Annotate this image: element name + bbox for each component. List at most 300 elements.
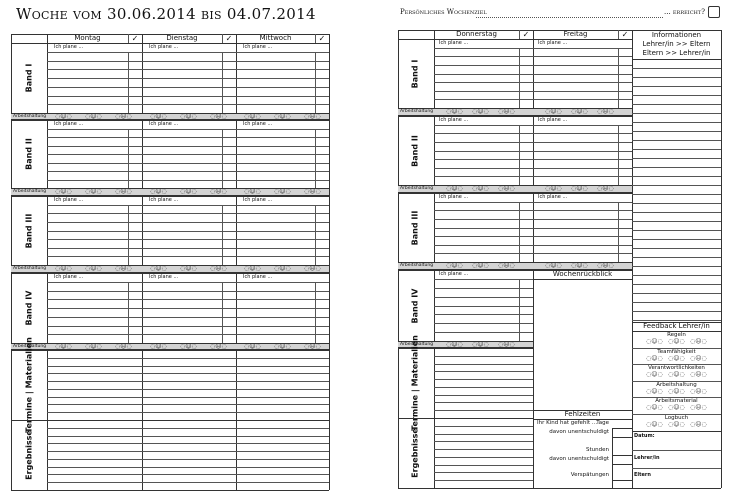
happy-face-icon[interactable]: ◌☺◌	[244, 113, 261, 120]
neutral-face-icon[interactable]: ◌☺◌	[571, 262, 588, 269]
check-column-line	[128, 52, 129, 113]
fehlzeiten-entry-line	[612, 464, 632, 465]
right-page	[396, 0, 734, 500]
feedback-divider	[632, 364, 721, 365]
neutral-face-icon[interactable]: ◌☺◌	[668, 371, 685, 378]
sad-face-icon[interactable]: ◌☹◌	[304, 343, 321, 350]
band-label: Band II	[410, 134, 420, 167]
check-column-line	[519, 125, 520, 185]
happy-face-icon[interactable]: ◌☺◌	[244, 188, 261, 195]
writing-line	[47, 61, 329, 62]
writing-line	[434, 74, 632, 75]
writing-line	[434, 82, 632, 83]
writing-line	[434, 387, 533, 388]
info-teacher-direction: Eltern >> Lehrer/in	[642, 49, 711, 57]
check-mark-icon: ✓	[318, 34, 326, 43]
info-writing-line	[632, 77, 721, 78]
writing-line	[434, 379, 533, 380]
info-writing-line	[632, 239, 721, 240]
check-column-line	[618, 125, 619, 185]
check-divider	[222, 34, 223, 43]
neutral-face-icon[interactable]: ◌☺◌	[571, 185, 588, 192]
sad-face-icon[interactable]: ◌☹◌	[304, 188, 321, 195]
neutral-face-icon[interactable]: ◌☺◌	[180, 343, 197, 350]
plan-prompt: Ich plane ...	[243, 121, 273, 127]
happy-face-icon[interactable]: ◌☺◌	[646, 338, 663, 345]
writing-line	[47, 180, 329, 181]
writing-line	[434, 402, 533, 403]
feedback-divider	[632, 381, 721, 382]
goal-reached-checkbox[interactable]	[708, 6, 720, 18]
info-writing-line	[632, 113, 721, 114]
writing-line	[434, 99, 632, 100]
termine-label: Termine | Materialien	[410, 335, 420, 431]
plan-prompt: Ich plane ...	[439, 194, 469, 200]
check-divider	[128, 34, 129, 43]
info-writing-line	[632, 176, 721, 177]
writing-line	[434, 441, 533, 442]
check-column-line	[618, 202, 619, 262]
arbeitshaltung-label: Arbeitshaltung	[400, 263, 434, 268]
wochenrueckblick-title-bottom	[533, 279, 632, 280]
check-divider	[315, 34, 316, 43]
sad-face-icon[interactable]: ◌☹◌	[498, 262, 515, 269]
check-column-line	[128, 129, 129, 189]
arbeitshaltung-label: Arbeitshaltung	[13, 114, 47, 119]
writing-line	[47, 459, 329, 460]
plan-prompt: Ich plane ...	[439, 117, 469, 123]
happy-face-icon[interactable]: ◌☺◌	[244, 265, 261, 272]
writing-line	[47, 96, 329, 97]
info-writing-line	[632, 203, 721, 204]
goal-reached-label: ... erreicht?	[664, 8, 705, 16]
writing-line	[47, 87, 329, 88]
writing-line	[47, 373, 329, 374]
happy-face-icon[interactable]: ◌☺◌	[150, 188, 167, 195]
happy-face-icon[interactable]: ◌☺◌	[646, 420, 663, 428]
sad-face-icon[interactable]: ◌☹◌	[210, 343, 227, 350]
sad-face-icon[interactable]: ◌☹◌	[690, 387, 707, 395]
writing-line	[47, 282, 329, 283]
writing-line	[47, 381, 329, 382]
day-divider	[236, 34, 237, 490]
writing-line	[47, 291, 329, 292]
writing-line	[47, 436, 329, 437]
sad-face-icon[interactable]: ◌☹◌	[498, 108, 515, 115]
writing-line	[434, 434, 533, 435]
writing-line	[434, 426, 533, 427]
info-title: Informationen	[651, 31, 702, 39]
writing-line	[434, 65, 632, 66]
day-divider	[142, 34, 143, 490]
sad-face-icon[interactable]: ◌☹◌	[498, 185, 515, 192]
writing-line	[47, 482, 329, 483]
happy-face-icon[interactable]: ◌☺◌	[244, 343, 261, 350]
writing-line	[434, 133, 632, 134]
neutral-face-icon[interactable]: ◌☺◌	[85, 188, 102, 195]
feedback-divider	[632, 348, 721, 349]
writing-line	[47, 137, 329, 138]
writing-line	[47, 428, 329, 429]
sad-face-icon[interactable]: ◌☹◌	[690, 404, 707, 411]
sad-face-icon[interactable]: ◌☹◌	[115, 265, 132, 272]
check-mark-icon: ✓	[522, 30, 530, 39]
fehlzeiten-entry-line	[612, 437, 632, 438]
plan-prompt: Ich plane ...	[538, 117, 568, 123]
writing-line	[434, 236, 632, 237]
writing-line	[47, 389, 329, 390]
happy-face-icon[interactable]: ◌☺◌	[545, 108, 562, 115]
label-column-line	[47, 34, 48, 490]
arbeitshaltung-label: Arbeitshaltung	[400, 109, 434, 114]
arbeitshaltung-label: Arbeitshaltung	[13, 344, 47, 349]
feedback-item-logbuch: Logbuch	[664, 414, 689, 421]
arbeitshaltung-label: Arbeitshaltung	[400, 186, 434, 191]
info-writing-line	[632, 149, 721, 150]
feedback-item-verantwortlichkeiten: Verantwortlichkeiten	[648, 365, 705, 371]
writing-line	[434, 371, 533, 372]
feedback-item-arbeitshaltung: Arbeitshaltung	[656, 381, 697, 388]
writing-line	[434, 472, 533, 473]
happy-face-icon[interactable]: ◌☺◌	[150, 113, 167, 120]
feedback-title: Feedback Lehrer/in	[643, 322, 710, 330]
neutral-face-icon[interactable]: ◌☺◌	[274, 113, 291, 120]
happy-face-icon[interactable]: ◌☺◌	[55, 343, 72, 350]
writing-line	[434, 56, 632, 57]
writing-line	[47, 317, 329, 318]
check-column-line	[315, 129, 316, 189]
neutral-face-icon[interactable]: ◌☺◌	[668, 420, 685, 428]
frame-right	[329, 34, 330, 490]
neutral-face-icon[interactable]: ◌☺◌	[274, 343, 291, 350]
weekly-goal-label: Persönliches Wochenziel	[400, 8, 487, 16]
neutral-face-icon[interactable]: ◌☺◌	[180, 265, 197, 272]
band-label: Band III	[410, 210, 420, 245]
writing-line	[47, 248, 329, 249]
termine-top	[11, 350, 329, 351]
neutral-face-icon[interactable]: ◌☺◌	[472, 185, 489, 192]
fehlzeiten-row-label: Verspätungen	[570, 472, 609, 478]
writing-line	[47, 412, 329, 413]
info-writing-line	[632, 311, 721, 312]
fehlzeiten-entry-line	[612, 428, 632, 429]
writing-line	[434, 151, 632, 152]
info-writing-line	[632, 302, 721, 303]
sad-face-icon[interactable]: ◌☹◌	[210, 265, 227, 272]
feedback-item-teamf-higkeit: Teamfähigkeit	[657, 348, 696, 355]
writing-line	[434, 142, 632, 143]
datum-label: Datum:	[634, 433, 655, 439]
feedback-bottom	[632, 431, 721, 432]
fehlzeiten-entry-column	[612, 428, 613, 488]
neutral-face-icon[interactable]: ◌☺◌	[668, 387, 685, 395]
check-column-line	[519, 279, 520, 341]
writing-line	[47, 451, 329, 452]
ergebnisse-top	[398, 418, 533, 419]
check-divider	[519, 30, 520, 39]
ergebnisse-top	[11, 420, 329, 421]
writing-line	[434, 210, 632, 211]
writing-line	[434, 159, 632, 160]
feedback-item-regeln: Regeln	[667, 332, 686, 338]
fehlzeiten-row-label: davon unentschuldigt	[549, 456, 609, 462]
writing-line	[434, 91, 632, 92]
plan-prompt: Ich plane ...	[54, 274, 84, 280]
writing-line	[47, 52, 329, 53]
happy-face-icon[interactable]: ◌☺◌	[446, 185, 463, 192]
check-column-line	[222, 205, 223, 265]
writing-line	[47, 467, 329, 468]
day-header-montag: Montag	[74, 34, 101, 42]
writing-line	[434, 176, 632, 177]
writing-line	[434, 168, 632, 169]
fehlzeiten-row-label: Tage	[596, 420, 609, 426]
signature-line	[632, 450, 721, 451]
happy-face-icon[interactable]: ◌☺◌	[646, 387, 663, 395]
happy-face-icon[interactable]: ◌☺◌	[646, 354, 663, 362]
frame-left	[398, 30, 399, 488]
plan-prompt: Ich plane ...	[243, 44, 273, 50]
sad-face-icon[interactable]: ◌☹◌	[690, 354, 707, 362]
sad-face-icon[interactable]: ◌☹◌	[210, 188, 227, 195]
weekly-goal-line[interactable]	[476, 17, 663, 18]
writing-line	[47, 129, 329, 130]
writing-line	[47, 404, 329, 405]
check-column-line	[222, 282, 223, 343]
week-title: Woche vom 30.06.2014 bis 04.07.2014	[16, 5, 316, 23]
happy-face-icon[interactable]: ◌☺◌	[545, 185, 562, 192]
fehlzeiten-entry-line	[612, 455, 632, 456]
writing-line	[434, 356, 533, 357]
info-writing-line	[632, 131, 721, 132]
neutral-face-icon[interactable]: ◌☺◌	[668, 354, 685, 362]
plan-prompt: Ich plane ...	[439, 271, 469, 277]
info-writing-line	[632, 104, 721, 105]
sad-face-icon[interactable]: ◌☹◌	[304, 265, 321, 272]
writing-line	[434, 395, 533, 396]
writing-line	[47, 69, 329, 70]
check-column-line	[315, 52, 316, 113]
writing-line	[434, 457, 533, 458]
writing-line	[434, 410, 533, 411]
neutral-face-icon[interactable]: ◌☺◌	[180, 113, 197, 120]
happy-face-icon[interactable]: ◌☺◌	[446, 108, 463, 115]
writing-line	[47, 334, 329, 335]
frame-bottom	[398, 488, 721, 489]
plan-prompt: Ich plane ...	[243, 197, 273, 203]
writing-line	[434, 125, 632, 126]
info-writing-line	[632, 167, 721, 168]
fehlzeiten-intro: Ihr Kind hat gefehlt ...	[537, 420, 598, 426]
info-writing-line	[632, 221, 721, 222]
sad-face-icon[interactable]: ◌☹◌	[597, 108, 614, 115]
writing-line	[434, 48, 632, 49]
neutral-face-icon[interactable]: ◌☺◌	[472, 341, 489, 348]
happy-face-icon[interactable]: ◌☺◌	[55, 188, 72, 195]
writing-line	[47, 299, 329, 300]
left-page	[0, 0, 342, 500]
arbeitshaltung-label: Arbeitshaltung	[13, 266, 47, 271]
happy-face-icon[interactable]: ◌☺◌	[446, 341, 463, 348]
info-writing-line	[632, 212, 721, 213]
writing-line	[434, 219, 632, 220]
sad-face-icon[interactable]: ◌☹◌	[597, 185, 614, 192]
writing-line	[434, 364, 533, 365]
arbeitshaltung-label: Arbeitshaltung	[400, 342, 434, 347]
info-writing-line	[632, 248, 721, 249]
writing-line	[47, 326, 329, 327]
wochenrueckblick-title: Wochenrückblick	[552, 270, 613, 278]
band-label: Band I	[410, 59, 420, 88]
neutral-face-icon[interactable]: ◌☺◌	[472, 108, 489, 115]
writing-line	[434, 480, 533, 481]
sad-face-icon[interactable]: ◌☹◌	[597, 262, 614, 269]
check-column-line	[128, 282, 129, 343]
writing-line	[434, 202, 632, 203]
happy-face-icon[interactable]: ◌☺◌	[55, 265, 72, 272]
band-top	[398, 116, 632, 117]
info-writing-line	[632, 185, 721, 186]
sad-face-icon[interactable]: ◌☹◌	[115, 343, 132, 350]
day-header-mittwoch: Mittwoch	[259, 34, 292, 42]
check-column-line	[618, 48, 619, 108]
band-top	[398, 39, 632, 40]
happy-face-icon[interactable]: ◌☺◌	[150, 343, 167, 350]
arbeitshaltung-label: Arbeitshaltung	[13, 189, 47, 194]
check-column-line	[519, 48, 520, 108]
writing-line	[434, 253, 632, 254]
writing-line	[47, 104, 329, 105]
info-writing-line	[632, 266, 721, 267]
happy-face-icon[interactable]: ◌☺◌	[646, 371, 663, 378]
ergebnisse-label: Ergebnisse	[24, 430, 34, 480]
plan-prompt: Ich plane ...	[149, 274, 179, 280]
check-column-line	[315, 205, 316, 265]
plan-prompt: Ich plane ...	[54, 121, 84, 127]
info-title-bottom	[632, 59, 721, 60]
band-label: Band I	[24, 63, 34, 93]
writing-line	[47, 213, 329, 214]
check-column-line	[222, 52, 223, 113]
neutral-face-icon[interactable]: ◌☺◌	[85, 343, 102, 350]
ergebnisse-label: Ergebnisse	[410, 428, 420, 478]
fehlzeiten-row-label: Stunden	[586, 447, 609, 453]
neutral-face-icon[interactable]: ◌☺◌	[668, 338, 685, 345]
info-writing-line	[632, 275, 721, 276]
plan-prompt: Ich plane ...	[243, 274, 273, 280]
check-column-line	[222, 129, 223, 189]
plan-prompt: Ich plane ...	[439, 40, 469, 46]
happy-face-icon[interactable]: ◌☺◌	[150, 265, 167, 272]
writing-line	[47, 366, 329, 367]
plan-prompt: Ich plane ...	[538, 194, 568, 200]
sad-face-icon[interactable]: ◌☹◌	[304, 113, 321, 120]
neutral-face-icon[interactable]: ◌☺◌	[472, 262, 489, 269]
plan-prompt: Ich plane ...	[149, 197, 179, 203]
info-writing-line	[632, 293, 721, 294]
info-writing-line	[632, 86, 721, 87]
neutral-face-icon[interactable]: ◌☺◌	[274, 188, 291, 195]
neutral-face-icon[interactable]: ◌☺◌	[85, 265, 102, 272]
sad-face-icon[interactable]: ◌☹◌	[498, 341, 515, 348]
writing-line	[47, 256, 329, 257]
writing-line	[47, 239, 329, 240]
sad-face-icon[interactable]: ◌☹◌	[115, 113, 132, 120]
sad-face-icon[interactable]: ◌☹◌	[115, 188, 132, 195]
feedback-item-arbeitsmaterial: Arbeitsmaterial	[655, 398, 698, 404]
day-header-freitag: Freitag	[563, 30, 588, 38]
writing-line	[47, 171, 329, 172]
check-mark-icon: ✓	[131, 34, 139, 43]
band-top	[398, 193, 632, 194]
writing-line	[434, 228, 632, 229]
info-writing-line	[632, 68, 721, 69]
plan-prompt: Ich plane ...	[149, 121, 179, 127]
feedback-divider	[632, 414, 721, 415]
writing-line	[47, 78, 329, 79]
writing-line	[434, 245, 632, 246]
check-divider	[618, 30, 619, 39]
info-writing-line	[632, 158, 721, 159]
writing-line	[47, 222, 329, 223]
happy-face-icon[interactable]: ◌☺◌	[55, 113, 72, 120]
neutral-face-icon[interactable]: ◌☺◌	[571, 108, 588, 115]
plan-prompt: Ich plane ...	[54, 197, 84, 203]
writing-line	[434, 449, 533, 450]
frame-left	[11, 34, 12, 490]
day-header-donnerstag: Donnerstag	[456, 30, 497, 38]
neutral-face-icon[interactable]: ◌☺◌	[180, 188, 197, 195]
writing-line	[47, 443, 329, 444]
writing-line	[47, 358, 329, 359]
sad-face-icon[interactable]: ◌☹◌	[210, 113, 227, 120]
plan-prompt: Ich plane ...	[538, 40, 568, 46]
sad-face-icon[interactable]: ◌☹◌	[690, 371, 707, 378]
writing-line	[47, 154, 329, 155]
termine-label: Termine | Materialien	[24, 337, 34, 433]
info-writing-line	[632, 194, 721, 195]
sad-face-icon[interactable]: ◌☹◌	[690, 420, 707, 428]
info-writing-line	[632, 257, 721, 258]
frame-right	[721, 30, 722, 488]
neutral-face-icon[interactable]: ◌☺◌	[85, 113, 102, 120]
fehlzeiten-row-label: davon unentschuldigt	[549, 429, 609, 435]
plan-prompt: Ich plane ...	[54, 44, 84, 50]
info-writing-line	[632, 140, 721, 141]
happy-face-icon[interactable]: ◌☺◌	[446, 262, 463, 269]
info-writing-line	[632, 284, 721, 285]
fehlzeiten-entry-line	[612, 480, 632, 481]
info-writing-line	[632, 95, 721, 96]
signature-line	[632, 468, 721, 469]
neutral-face-icon[interactable]: ◌☺◌	[274, 265, 291, 272]
happy-face-icon[interactable]: ◌☺◌	[646, 404, 663, 411]
band-label: Band II	[24, 138, 34, 170]
happy-face-icon[interactable]: ◌☺◌	[545, 262, 562, 269]
info-writing-line	[632, 122, 721, 123]
fehlzeiten-title: Fehlzeiten	[564, 410, 601, 418]
check-column-line	[315, 282, 316, 343]
check-column-line	[128, 205, 129, 265]
neutral-face-icon[interactable]: ◌☺◌	[668, 404, 685, 411]
band-label: Band III	[24, 213, 34, 248]
feedback-divider	[632, 397, 721, 398]
sad-face-icon[interactable]: ◌☹◌	[690, 338, 707, 345]
info-writing-line	[632, 320, 721, 321]
eltern-signature-label: Eltern	[634, 472, 651, 478]
band-label: Band IV	[24, 290, 34, 326]
writing-line	[47, 163, 329, 164]
